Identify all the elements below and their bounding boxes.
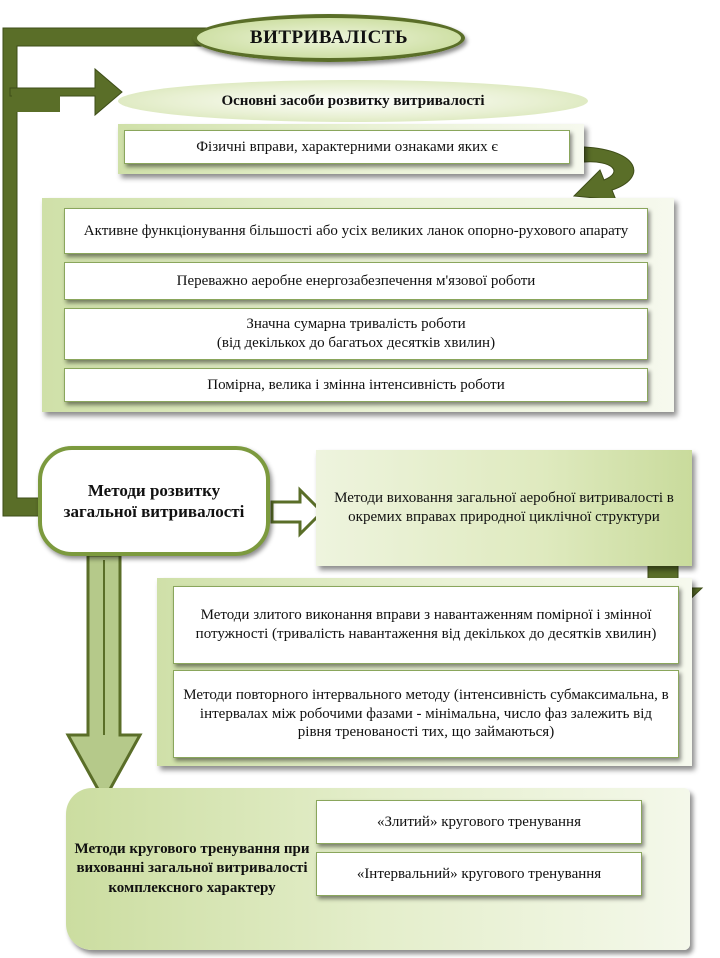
features-panel: [42, 198, 674, 412]
feature-item: [64, 208, 648, 254]
feature-item: [64, 368, 648, 402]
submethod-item: [173, 586, 679, 664]
feature-item: [64, 308, 648, 360]
submethod-text: Методи злитого виконання вправи з навантаженням помірної і змінної потужності (тривалість навантаження від декількох до десятків хвилин): [195, 607, 657, 642]
aerobic-panel: [316, 450, 692, 566]
circuit-item: [316, 800, 642, 844]
feature-text: Активне функціонування більшості або усіх великих ланок опорно-рухового апарату: [83, 222, 629, 239]
title-text: ВИТРИВАЛІСТЬ: [249, 27, 409, 49]
methods-text: Методи розвитку загальної витривалості: [63, 480, 245, 521]
circuit-item-text: «Інтервальний» кругового тренування: [356, 865, 602, 882]
means-subheader-box: [124, 130, 570, 164]
circuit-label-text: Методи кругового тренування при вихованні загальної витривалості комплексного характеру: [74, 840, 310, 896]
submethods-panel: [157, 578, 692, 766]
submethod-text: Методи повторного інтервального методу (інтенсивність субмаксимальна, в інтервалах між робочими фазами - мінімальна, число фаз залежить від рівня тренованості тих, що займаються): [183, 686, 669, 741]
feature-text: Значна сумарна тривалість роботи (від декількох до багатьох десятків хвилин): [216, 316, 496, 351]
title-ellipse: [193, 14, 465, 62]
feature-text: Переважно аеробне енергозабезпечення м'язової роботи: [176, 272, 536, 289]
circuit-panel: [66, 788, 690, 950]
circuit-label: [74, 796, 310, 942]
means-header: [118, 80, 588, 122]
submethod-item: [173, 670, 679, 758]
aerobic-text: Методи виховання загальної аеробної витривалості в окремих вправах природної циклічної структури: [334, 490, 674, 525]
arrow-methods-to-aerobic: [272, 490, 322, 534]
methods-box: [38, 446, 270, 556]
feature-item: [64, 262, 648, 300]
circuit-item: [316, 852, 642, 896]
feature-text: Помірна, велика і змінна інтенсивність роботи: [207, 376, 505, 393]
means-header-text: Основні засоби розвитку витривалості: [221, 92, 485, 109]
circuit-item-text: «Злитий» кругового тренування: [377, 813, 581, 830]
means-subheader-panel: [118, 124, 584, 174]
means-subheader-text: Фізичні вправи, характерними ознаками яких є: [196, 138, 498, 155]
